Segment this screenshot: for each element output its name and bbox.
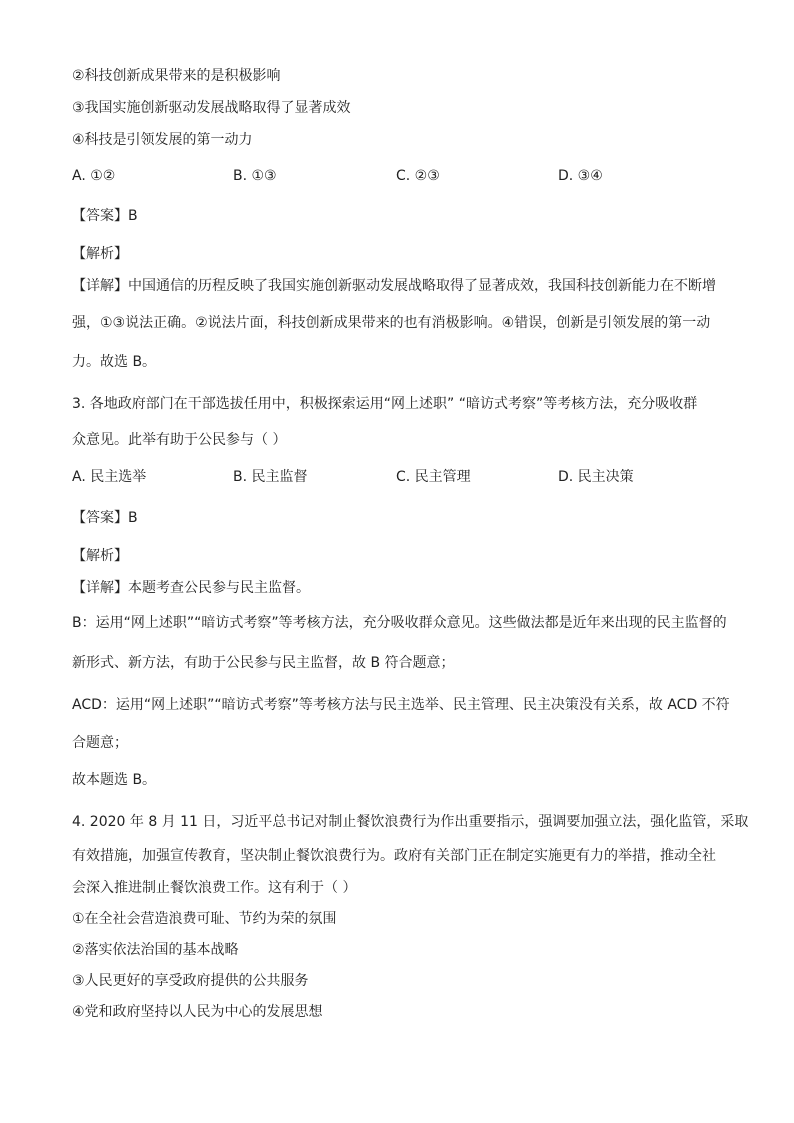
q3-answer-tag: 【答案】 — [72, 510, 128, 526]
q2-option-c: C. ②③ — [396, 168, 440, 184]
q4-statement-4: ④党和政府坚持以人民为中心的发展思想 — [72, 1004, 323, 1020]
q3-answer-value: B — [128, 510, 138, 526]
q4-statement-3: ③人民更好的享受政府提供的公共服务 — [72, 973, 309, 989]
q2-detail-line-2: 强，①③说法正确。②说法片面，科技创新成果带来的也有消极影响。④错误，创新是引领发展的第一动 — [72, 315, 711, 331]
q4-stem-line-1: 4. 2020 年 8 月 11 日，习近平总书记对制止餐饮浪费行为作出重要指示，强调要加强立法，强化监管，采取 — [72, 814, 749, 830]
q2-option-b: B. ①③ — [233, 168, 277, 184]
q4-stem-line-2: 有效措施，加强宣传教育，坚决制止餐饮浪费行为。政府有关部门正在制定实施更有力的举措，推动全社 — [72, 848, 716, 864]
q2-analysis-tag: 【解析】 — [72, 246, 128, 262]
q2-statement-4: ④科技是引领发展的第一动力 — [72, 132, 253, 148]
q4-statement-2: ②落实依法治国的基本战略 — [72, 942, 239, 958]
q2-option-d: D. ③④ — [558, 168, 603, 184]
q4-stem-line-3: 会深入推进制止餐饮浪费工作。这有利于（ ） — [72, 880, 357, 896]
q3-option-a: A. 民主选举 — [72, 469, 147, 485]
q3-b-line-1: B：运用“网上述职”“暗访式考察”等考核方法，充分吸收群众意见。这些做法都是近年来出现的民主监督的 — [72, 615, 727, 631]
q3-acd-line-1: ACD：运用“网上述职”“暗访式考察”等考核方法与民主选举、民主管理、民主决策没有关系，故 ACD 不符 — [72, 697, 730, 713]
q3-detail: 【详解】本题考查公民参与民主监督。 — [72, 580, 310, 596]
q2-answer-value: B — [128, 208, 138, 224]
q3-option-b: B. 民主监督 — [233, 469, 308, 485]
q3-option-c: C. 民主管理 — [396, 469, 471, 485]
q4-statement-1: ①在全社会营造浪费可耻、节约为荣的氛围 — [72, 911, 337, 927]
q2-option-a: A. ①② — [72, 168, 116, 184]
q3-analysis-tag: 【解析】 — [72, 548, 128, 564]
q3-stem-line-2: 众意见。此举有助于公民参与（ ） — [72, 432, 287, 448]
q3-answer-line — [72, 508, 138, 528]
q3-conclusion: 故本题选 B。 — [72, 772, 157, 788]
q3-b-line-2: 新形式、新方法，有助于公民参与民主监督，故 B 符合题意； — [72, 655, 455, 671]
q2-answer-tag: 【答案】 — [72, 208, 128, 224]
q3-option-d: D. 民主决策 — [558, 469, 634, 485]
q2-detail-line-3: 力。故选 B。 — [72, 354, 157, 370]
q2-statement-3: ③我国实施创新驱动发展战略取得了显著成效 — [72, 100, 351, 116]
q2-statement-2: ②科技创新成果带来的是积极影响 — [72, 68, 281, 84]
q3-stem-line-1: 3. 各地政府部门在干部选拔任用中，积极探索运用“网上述职” “暗访式考察”等考核方法，充分吸收群 — [72, 396, 698, 412]
q2-answer-line — [72, 206, 138, 226]
q2-detail-line-1: 【详解】中国通信的历程反映了我国实施创新驱动发展战略取得了显著成效，我国科技创新能力在不断增 — [72, 278, 716, 294]
q3-acd-line-2: 合题意； — [72, 735, 128, 751]
